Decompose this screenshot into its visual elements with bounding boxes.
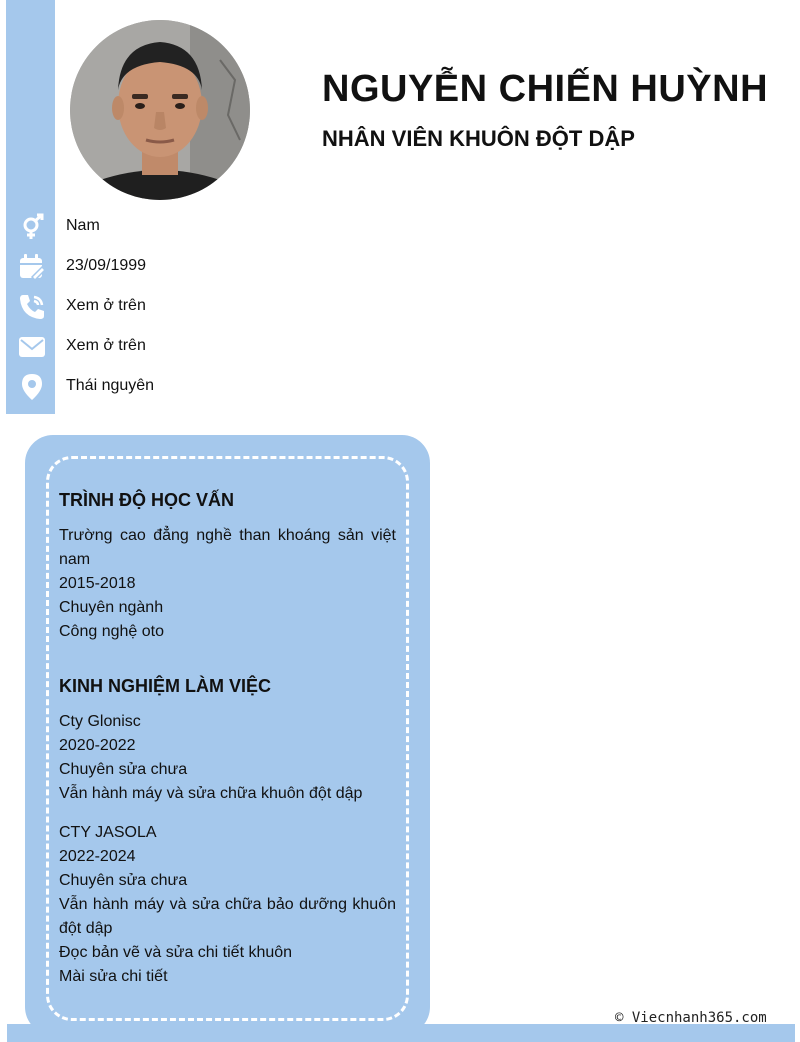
education-major: Công nghệ oto [59, 623, 164, 640]
location-value: Thái nguyên [66, 377, 155, 394]
contact-phone [0, 287, 400, 327]
email-icon [18, 333, 46, 361]
job-company: Cty Glonisc [59, 713, 141, 730]
location-icon [18, 373, 46, 401]
contact-gender [0, 207, 400, 247]
phone-icon [18, 293, 46, 321]
gender-value: Nam [66, 217, 100, 234]
email-value: Xem ở trên [66, 337, 146, 354]
calendar-icon [18, 253, 46, 281]
job-period: 2020-2022 [59, 737, 136, 754]
job-detail: Vẫn hành máy và sửa chữa khuôn đột dập [59, 785, 363, 802]
candidate-name: NGUYỄN CHIẾN HUỲNH [322, 68, 769, 110]
birthday-value: 23/09/1999 [66, 257, 147, 274]
job-role: Chuyên sửa chưa [59, 761, 188, 778]
job-role: Chuyên sửa chưa [59, 872, 188, 889]
experience-job-2 [59, 821, 396, 989]
profile-photo [70, 20, 250, 200]
education-major-label: Chuyên ngành [59, 599, 164, 616]
experience-job-1 [59, 710, 396, 806]
gender-icon [18, 213, 46, 241]
education-school: Trường cao đẳng nghề than khoáng sản việt nam [59, 527, 396, 568]
contact-email [0, 327, 400, 367]
job-detail: Mài sửa chi tiết [59, 968, 168, 985]
job-detail: Đọc bản vẽ và sửa chi tiết khuôn [59, 944, 293, 961]
footer-bar [7, 1024, 795, 1042]
education-period: 2015-2018 [59, 575, 136, 592]
education-title: TRÌNH ĐỘ HỌC VẤN [59, 490, 234, 510]
experience-title: KINH NGHIỆM LÀM VIỆC [59, 676, 272, 696]
job-period: 2022-2024 [59, 848, 136, 865]
person-photo-icon [70, 20, 250, 200]
phone-value: Xem ở trên [66, 297, 146, 314]
contact-birthday [0, 247, 400, 287]
job-detail: Vẫn hành máy và sửa chữa bảo dưỡng khuôn đột dập [59, 896, 396, 937]
copyright-text: © Viecnhanh365.com [615, 1010, 767, 1026]
contact-location [0, 367, 400, 407]
job-title: NHÂN VIÊN KHUÔN ĐỘT DẬP [322, 126, 635, 151]
details-content [59, 487, 396, 989]
job-company: CTY JASOLA [59, 824, 157, 841]
